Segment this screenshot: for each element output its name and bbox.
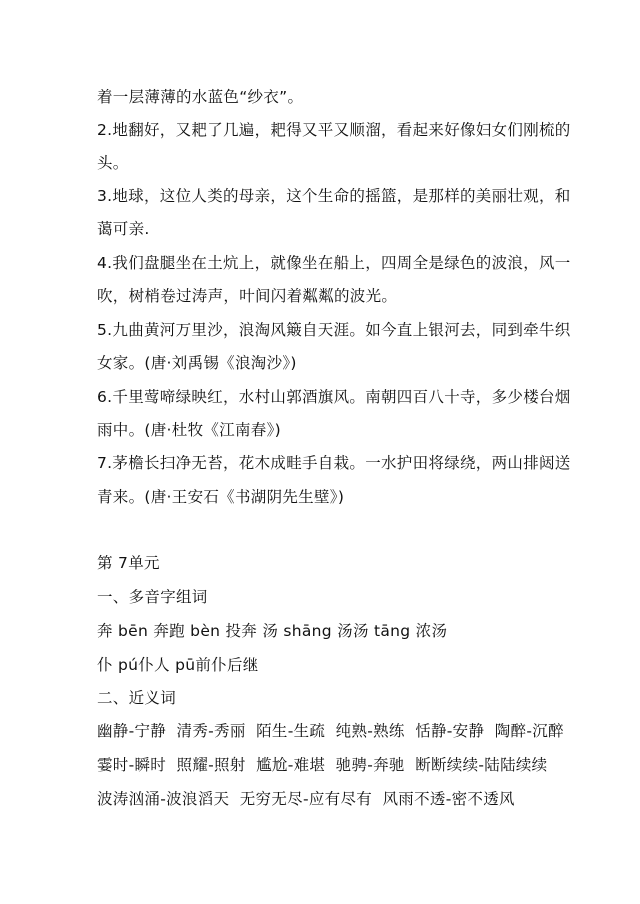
text-line: 头。 — [97, 154, 129, 172]
polyphone-line: 仆 pú仆人 pū前仆后继 — [97, 656, 259, 674]
text-line: 5.九曲黄河万里沙，浪淘风簸自天涯。如今直上银河去，同到牵牛织 — [97, 321, 571, 339]
text-line: 2.地翻好，又耙了几遍，耙得又平又顺溜，看起来好像妇女们刚梳的 — [97, 121, 571, 139]
text-line: 6.千里莺啼绿映红，水村山郭酒旗风。南朝四百八十寺，多少楼台烟 — [97, 388, 571, 406]
synonym-line: 波涛汹涌-波浪滔天 无穷无尽-应有尽有 风雨不透-密不透风 — [97, 790, 515, 808]
text-line: 蔼可亲. — [97, 220, 150, 238]
polyphone-line: 奔 bēn 奔跑 bèn 投奔 汤 shāng 汤汤 tāng 浓汤 — [97, 622, 448, 640]
section-heading-polyphones: 一、多音字组词 — [97, 588, 208, 606]
text-line: 青来。(唐·王安石《书湖阴先生壁》) — [97, 488, 345, 506]
text-line: 吹，树梢卷过涛声，叶间闪着粼粼的波光。 — [97, 287, 398, 305]
text-line: 女家。(唐·刘禹锡《浪淘沙》) — [97, 354, 297, 372]
unit-title: 第 7单元 — [97, 554, 160, 572]
text-line: 3.地球，这位人类的母亲，这个生命的摇篮，是那样的美丽壮观，和 — [97, 187, 571, 205]
text-line: 着一层薄薄的水蓝色“纱衣”。 — [97, 88, 304, 106]
synonym-line: 霎时-瞬时 照耀-照射 尴尬-难堪 驰骋-奔驰 断断续续-陆陆续续 — [97, 756, 548, 774]
section-heading-synonyms: 二、近义词 — [97, 689, 177, 707]
text-line: 雨中。(唐·杜牧《江南春》) — [97, 421, 281, 439]
text-line: 4.我们盘腿坐在土炕上，就像坐在船上，四周全是绿色的波浪，风一 — [97, 254, 571, 272]
synonym-line: 幽静-宁静 清秀-秀丽 陌生-生疏 纯熟-熟练 恬静-安静 陶醉-沉醉 — [97, 722, 564, 740]
text-line: 7.茅檐长扫净无苔，花木成畦手自栽。一水护田将绿绕，两山排闼送 — [97, 454, 571, 472]
